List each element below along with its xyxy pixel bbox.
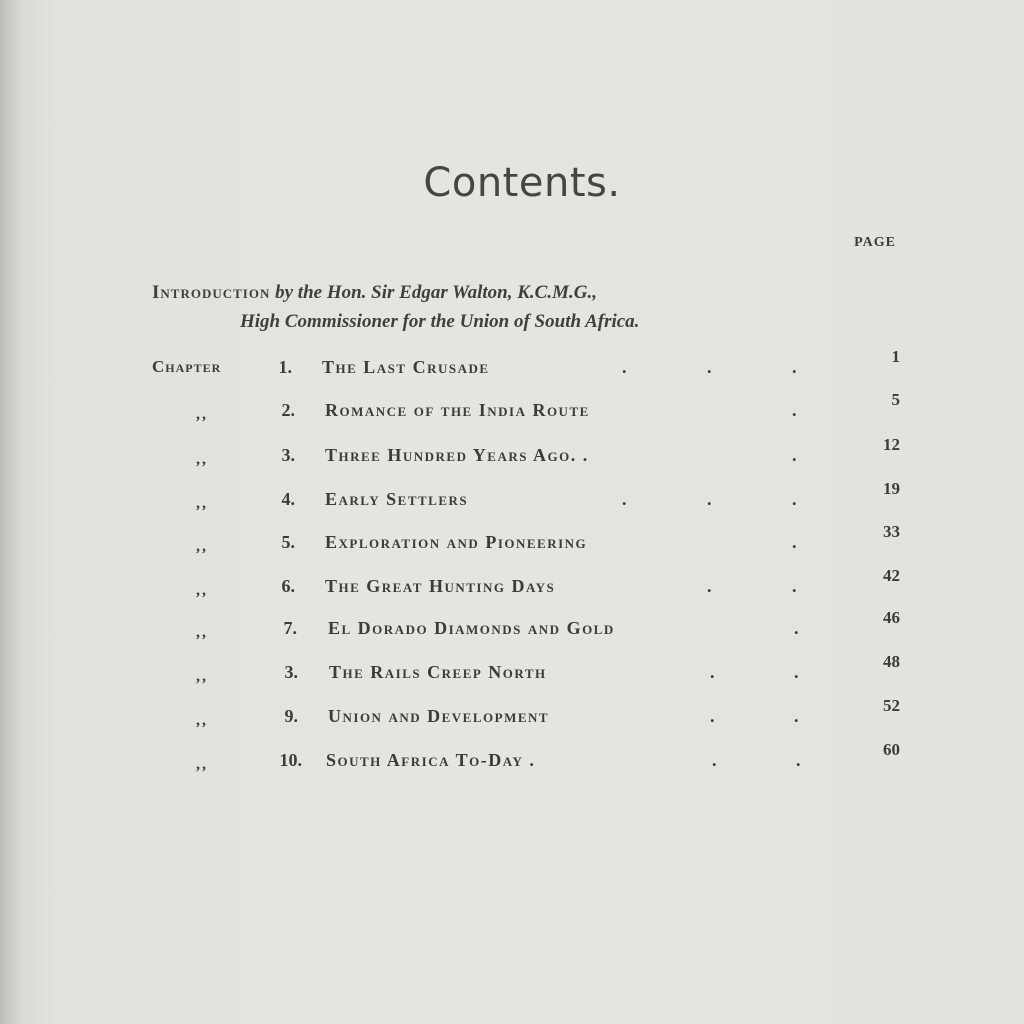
chapter-page: 19 <box>883 479 900 498</box>
ditto-mark: ,, <box>196 406 208 423</box>
leader-dot: . <box>710 706 715 726</box>
leader-dot: . <box>794 706 799 726</box>
toc-row[interactable] <box>0 390 1024 430</box>
chapter-number: 2. <box>281 400 295 420</box>
leader-dot: . <box>622 357 627 377</box>
chapter-number: 1. <box>278 357 292 377</box>
leader-dot: . <box>794 618 799 638</box>
chapter-number: 6. <box>281 576 295 596</box>
ditto-mark: ,, <box>196 538 208 555</box>
toc-row[interactable] <box>0 652 1024 692</box>
chapter-page: 5 <box>891 390 900 409</box>
chapter-title: Early Settlers <box>325 489 469 509</box>
chapter-page: 12 <box>883 435 900 454</box>
chapter-title: South Africa To-Day . <box>326 750 536 770</box>
chapter-title: Romance of the India Route <box>325 400 590 420</box>
chapter-number: 4. <box>281 489 295 509</box>
chapter-title: El Dorado Diamonds and Gold <box>328 618 615 638</box>
chapter-title: Exploration and Pioneering <box>325 532 588 552</box>
toc-row[interactable] <box>0 696 1024 736</box>
page-column-header: PAGE <box>854 235 896 250</box>
chapter-page: 33 <box>883 522 900 541</box>
chapter-title: The Last Crusade <box>322 357 490 377</box>
leader-dot: . <box>792 532 797 552</box>
chapter-title: Union and Development <box>328 706 550 726</box>
toc-row[interactable] <box>0 435 1024 475</box>
chapter-page: 60 <box>883 740 900 759</box>
chapter-page: 1 <box>891 347 900 366</box>
ditto-mark: ,, <box>196 495 208 512</box>
chapter-number: 7. <box>283 618 297 638</box>
chapter-number: 5. <box>281 532 295 552</box>
toc-row[interactable] <box>0 522 1024 562</box>
ditto-mark: ,, <box>196 712 208 729</box>
chapter-page: 48 <box>883 652 900 671</box>
chapter-number: 3. <box>284 662 298 682</box>
toc-row[interactable] <box>0 566 1024 606</box>
leader-dot: . <box>707 489 712 509</box>
introduction-label: Introduction <box>152 282 271 303</box>
ditto-mark: ,, <box>196 756 208 773</box>
chapter-number: 3. <box>281 445 295 465</box>
leader-dot: . <box>792 357 797 377</box>
chapter-title: The Rails Creep North <box>329 662 547 682</box>
toc-row[interactable] <box>0 479 1024 519</box>
ditto-mark: ,, <box>196 668 208 685</box>
leader-dot: . <box>712 750 717 770</box>
chapter-title: Three Hundred Years Ago. . <box>325 445 589 465</box>
ditto-mark: ,, <box>196 582 208 599</box>
introduction-text-1: by the Hon. Sir Edgar Walton, K.C.M.G., <box>270 282 597 303</box>
toc-row[interactable] <box>0 740 1024 780</box>
chapter-word: Chapter <box>152 357 222 376</box>
leader-dot: . <box>707 357 712 377</box>
ditto-mark: ,, <box>196 624 208 641</box>
leader-dot: . <box>622 489 627 509</box>
chapter-page: 46 <box>883 608 900 627</box>
leader-dot: . <box>710 662 715 682</box>
leader-dot: . <box>792 400 797 420</box>
chapter-title: The Great Hunting Days <box>325 576 556 596</box>
leader-dot: . <box>792 489 797 509</box>
chapter-page: 52 <box>883 696 900 715</box>
chapter-number: 9. <box>284 706 298 726</box>
introduction-line-2: High Commissioner for the Union of South Africa. <box>240 311 640 332</box>
introduction-line-1 <box>152 282 597 304</box>
toc-row[interactable] <box>0 347 1024 387</box>
leader-dot: . <box>707 576 712 596</box>
contents-title: Contents. <box>423 160 621 206</box>
toc-row[interactable] <box>0 608 1024 648</box>
chapter-page: 42 <box>883 566 900 585</box>
ditto-mark: ,, <box>196 451 208 468</box>
leader-dot: . <box>794 662 799 682</box>
leader-dot: . <box>792 576 797 596</box>
chapter-number: 10. <box>279 750 302 770</box>
leader-dot: . <box>792 445 797 465</box>
leader-dot: . <box>796 750 801 770</box>
